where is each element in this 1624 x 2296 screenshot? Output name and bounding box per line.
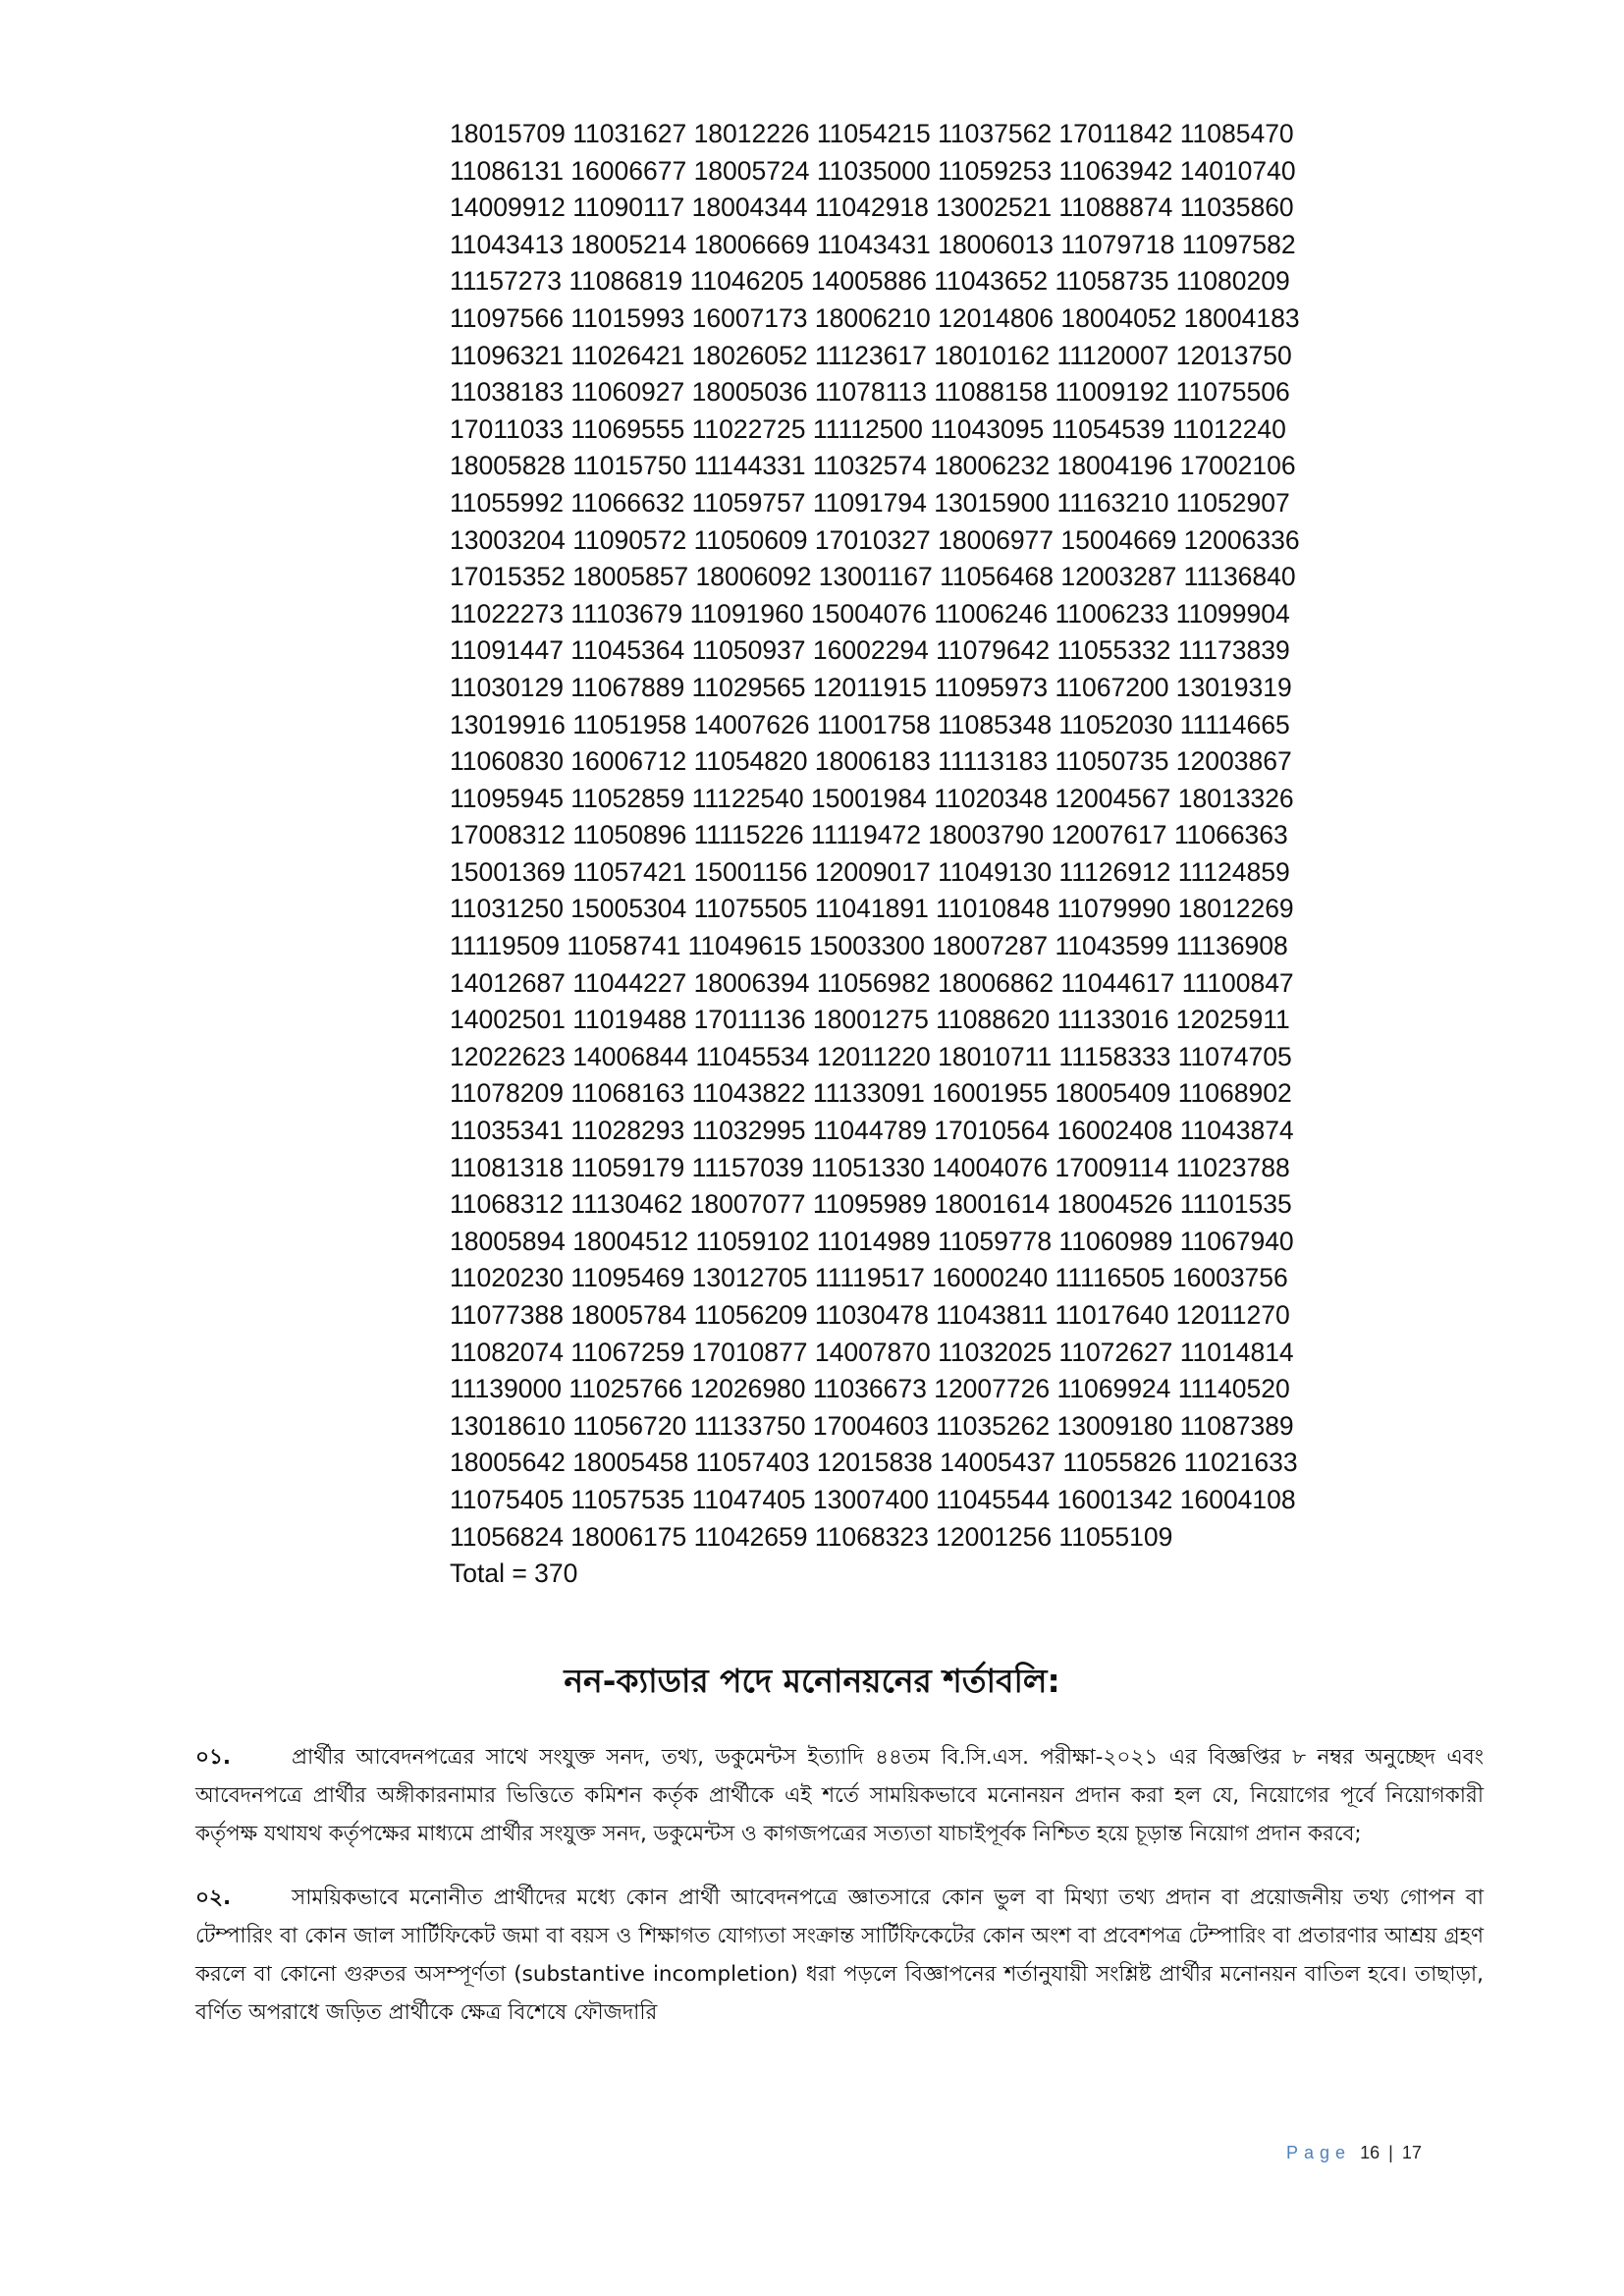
number-row: 13018610 11056720 11133750 17004603 11035262 13009180 11087389 bbox=[450, 1410, 1294, 1441]
number-row: 11091447 11045364 11050937 16002294 11079642 11055332 11173839 bbox=[450, 635, 1290, 666]
number-row: 11055992 11066632 11059757 11091794 13015900 11163210 11052907 bbox=[450, 487, 1290, 518]
condition-text: প্রার্থীর আবেদনপত্রের সাথে সংযুক্ত সনদ, তথ্য, ডকুমেন্টস ইত্যাদি ৪৪তম বি.সি.এস. পরীক্ষা-২০২১ এর বিজ্ঞপ্তির ৮ নম্বর অনুচ্ছেদ এবং আবেদনপত্রে প্রার্থীর অঙ্গীকারনামার ভিত্তিতে কমিশন কর্তৃক প্রার্থীকে এই শর্তে সাময়িকভাবে মনোনয়ন প্রদান করা হল যে, নিয়োগের পূর্বে নিয়োগকারী কর্তৃপক্ষ যথাযথ কর্তৃপক্ষের মাধ্যমে প্রার্থীর সংযুক্ত সনদ, ডকুমেন্টস ও কাগজপত্রের সত্যতা যাচাইপূর্বক নিশ্চিত হয়ে চূড়ান্ত নিয়োগ প্রদান করবে; bbox=[195, 1745, 1484, 1846]
number-row: 13003204 11090572 11050609 17010327 18006977 15004669 12006336 bbox=[450, 524, 1300, 555]
page-number: 16 bbox=[1360, 2143, 1380, 2162]
number-row: 18015709 11031627 18012226 11054215 11037562 17011842 11085470 bbox=[450, 119, 1294, 148]
condition-item bbox=[195, 1879, 1484, 2032]
page-label: Page bbox=[1286, 2143, 1352, 2162]
number-row: 11119509 11058741 11049615 15003300 18007287 11043599 11136908 bbox=[450, 931, 1288, 961]
number-row: 18005642 18005458 11057403 12015838 14005437 11055826 11021633 bbox=[450, 1448, 1298, 1478]
number-row: 11060830 16006712 11054820 18006183 11113183 11050735 12003867 bbox=[450, 746, 1292, 777]
number-row: 11075405 11057535 11047405 13007400 11045544 16001342 16004108 bbox=[450, 1484, 1296, 1514]
total-pages: 17 bbox=[1401, 2143, 1422, 2162]
page-footer bbox=[1286, 2143, 1422, 2163]
number-row: 18005894 18004512 11059102 11014989 11059778 11060989 11067940 bbox=[450, 1226, 1294, 1256]
number-row: 11043413 18005214 18006669 11043431 18006013 11079718 11097582 bbox=[450, 229, 1296, 259]
number-row: 17008312 11050896 11115226 11119472 18003790 12007617 11066363 bbox=[450, 820, 1288, 850]
number-row: 11030129 11067889 11029565 12011915 11095973 11067200 13019319 bbox=[450, 672, 1292, 702]
number-row: 12022623 14006844 11045534 12011220 18010711 11158333 11074705 bbox=[450, 1041, 1292, 1071]
section-title: নন-ক্যাডার পদে মনোনয়নের শর্তাবলি: bbox=[564, 1662, 1060, 1700]
number-row: 11031250 15005304 11075505 11041891 11010848 11079990 18012269 bbox=[450, 894, 1294, 924]
number-row: 11022273 11103679 11091960 15004076 11006246 11006233 11099904 bbox=[450, 598, 1290, 629]
total-count: Total = 370 bbox=[450, 1558, 578, 1589]
number-row: 11035341 11028293 11032995 11044789 17010564 16002408 11043874 bbox=[450, 1116, 1294, 1146]
number-row: 11095945 11052859 11122540 15001984 11020348 12004567 18013326 bbox=[450, 783, 1294, 813]
number-row: 14009912 11090117 18004344 11042918 13002521 11088874 11035860 bbox=[450, 192, 1294, 223]
number-row: 11081318 11059179 11157039 11051330 14004076 17009114 11023788 bbox=[450, 1152, 1290, 1182]
registration-number-list bbox=[450, 116, 1392, 1593]
condition-text: সাময়িকভাবে মনোনীত প্রার্থীদের মধ্যে কোন প্রার্থী আবেদনপত্রে জ্ঞাতসারে কোন ভুল বা মিথ্যা তথ্য প্রদান বা প্রয়োজনীয় তথ্য গোপন বা টেম্পারিং বা কোন জাল সার্টিফিকেট জমা বা বয়স ও শিক্ষাগত যোগ্যতা সংক্রান্ত সার্টিফিকেটের কোন অংশ বা প্রবেশপত্র টেম্পারিং বা প্রতারণার আশ্রয় গ্রহণ করলে বা কোনো গুরুতর অসম্পূর্ণতা (substantive incompletion) ধরা পড়লে বিজ্ঞাপনের শর্তানুযায়ী সংশ্লিষ্ট প্রার্থীর মনোনয়ন বাতিল হবে। তাছাড়া, বর্ণিত অপরাধে জড়িত প্রার্থীকে ক্ষেত্র বিশেষে ফৌজদারি bbox=[195, 1886, 1484, 2025]
condition-number: ০১. bbox=[195, 1745, 232, 1770]
number-row: 14012687 11044227 18006394 11056982 18006862 11044617 11100847 bbox=[450, 967, 1294, 998]
number-row: 11139000 11025766 12026980 11036673 12007726 11069924 11140520 bbox=[450, 1374, 1290, 1404]
page-separator: | bbox=[1388, 2143, 1393, 2162]
number-row: 11082074 11067259 17010877 14007870 11032025 11072627 11014814 bbox=[450, 1337, 1294, 1367]
number-row: 11086131 16006677 18005724 11035000 11059253 11063942 14010740 bbox=[450, 155, 1296, 186]
condition-number: ০২. bbox=[195, 1886, 232, 1910]
number-row: 11077388 18005784 11056209 11030478 11043811 11017640 12011270 bbox=[450, 1300, 1290, 1330]
number-row: 11068312 11130462 18007077 11095989 18001614 18004526 11101535 bbox=[450, 1189, 1292, 1220]
number-row: 15001369 11057421 15001156 12009017 11049130 11126912 11124859 bbox=[450, 856, 1290, 887]
number-row: 13019916 11051958 14007626 11001758 11085348 11052030 11114665 bbox=[450, 709, 1290, 739]
number-row: 11078209 11068163 11043822 11133091 16001955 18005409 11068902 bbox=[450, 1078, 1292, 1109]
number-row: 11020230 11095469 13012705 11119517 16000240 11116505 16003756 bbox=[450, 1263, 1288, 1293]
number-row: 11096321 11026421 18026052 11123617 18010162 11120007 12013750 bbox=[450, 340, 1292, 370]
number-row: 11056824 18006175 11042659 11068323 12001256 11055109 bbox=[450, 1521, 1173, 1552]
number-row: 11157273 11086819 11046205 14005886 11043652 11058735 11080209 bbox=[450, 266, 1290, 297]
number-row: 14002501 11019488 17011136 18001275 11088620 11133016 12025911 bbox=[450, 1005, 1290, 1035]
number-row: 17015352 18005857 18006092 13001167 11056468 12003287 11136840 bbox=[450, 562, 1296, 592]
number-row: 18005828 11015750 11144331 11032574 18006232 18004196 17002106 bbox=[450, 451, 1296, 481]
condition-item bbox=[195, 1738, 1484, 1853]
conditions-list bbox=[195, 1738, 1484, 2057]
number-row: 17011033 11069555 11022725 11112500 11043095 11054539 11012240 bbox=[450, 413, 1286, 444]
number-row: 11097566 11015993 16007173 18006210 12014806 18004052 18004183 bbox=[450, 302, 1300, 333]
number-row: 11038183 11060927 18005036 11078113 11088158 11009192 11075506 bbox=[450, 377, 1290, 408]
